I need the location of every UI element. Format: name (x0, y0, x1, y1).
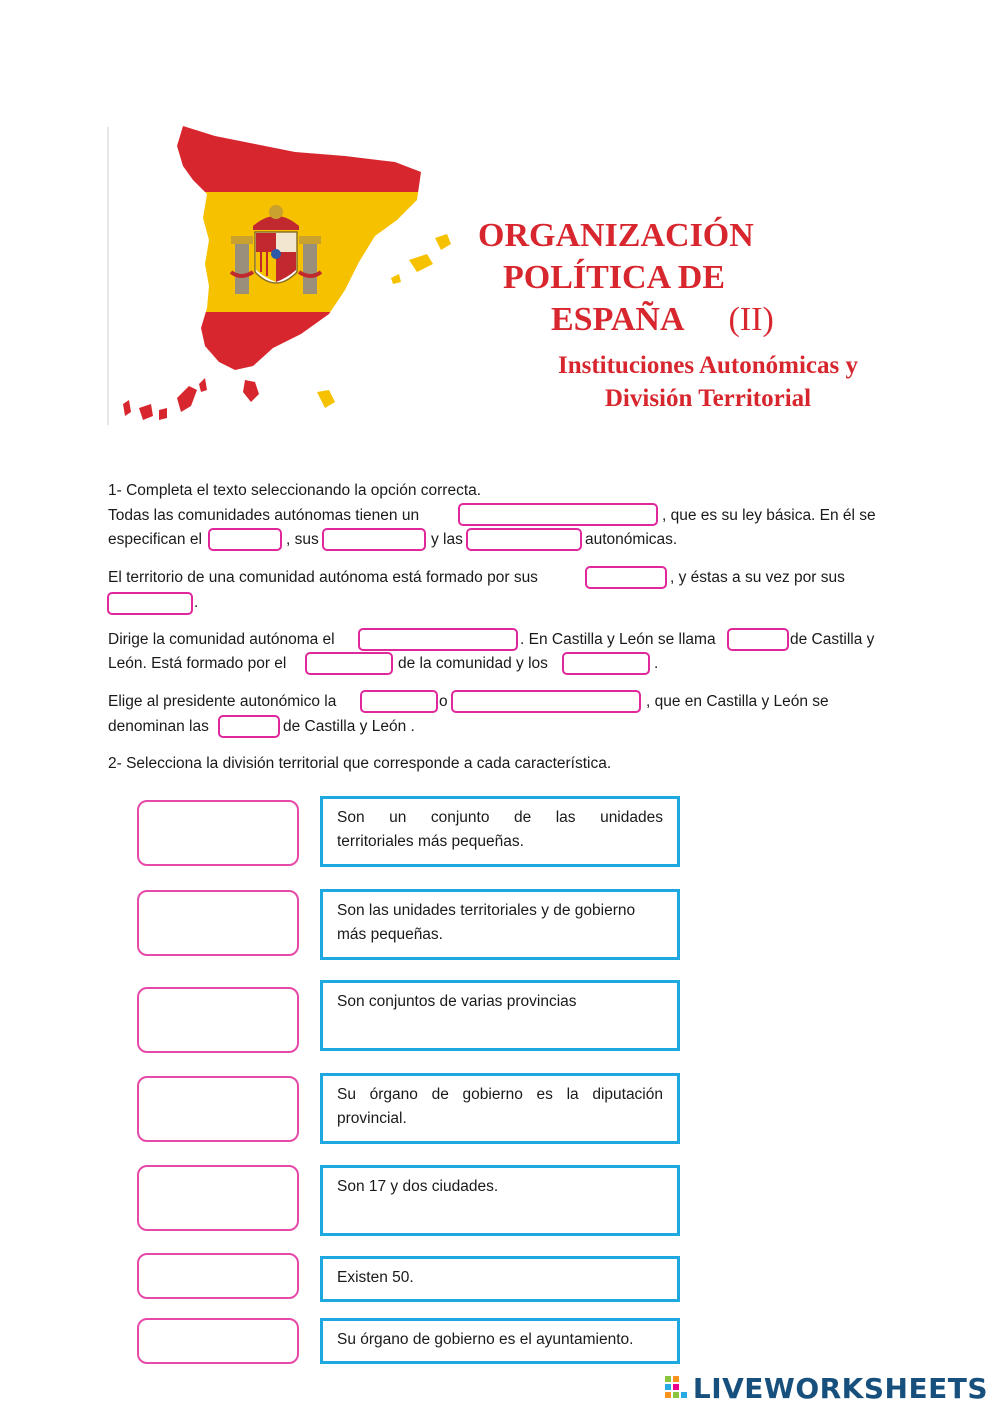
blank-institutions[interactable] (466, 528, 582, 551)
liveworksheets-logo-icon (665, 1376, 687, 1404)
p1-text-f: autonómicas. (585, 531, 678, 548)
characteristic-box-5 (320, 1165, 680, 1236)
blank-provinces[interactable] (585, 566, 667, 589)
p4-text-c: , que en Castilla y León se (646, 693, 829, 710)
blank-assembly[interactable] (360, 690, 438, 713)
p1-text-c: especifican el (108, 531, 202, 548)
p4-text-d: denominan las (108, 718, 209, 735)
liveworksheets-logo (693, 1372, 988, 1405)
blank-president[interactable] (305, 652, 393, 675)
answer-select-5[interactable] (137, 1165, 299, 1231)
answer-select-3[interactable] (137, 987, 299, 1053)
characteristic-6-line-1: Existen 50. (337, 1269, 414, 1286)
logo-text: LIVEWORKSHEETS (692, 1372, 988, 1405)
characteristic-box-3 (320, 980, 680, 1051)
characteristic-box-2 (320, 889, 680, 960)
subtitle-line-2: División Territorial (604, 385, 812, 412)
p1-text-b: , que es su ley básica. En él se (662, 507, 876, 524)
p1-text-e: y las (431, 531, 463, 548)
p4-text-e: de Castilla y León . (283, 718, 415, 735)
characteristic-2-line-1: Son las unidades territoriales y de gobierno (337, 902, 636, 919)
blank-statute[interactable] (458, 503, 658, 526)
characteristic-1-line-1: Son un conjunto de las unidades (337, 809, 663, 826)
characteristic-box-6 (320, 1256, 680, 1302)
characteristic-4-line-1: Su órgano de gobierno es la diputación (337, 1086, 663, 1103)
blank-symbols[interactable] (322, 528, 426, 551)
title-roman: (II) (728, 301, 774, 338)
characteristic-2-line-2: más pequeñas. (337, 926, 443, 943)
blank-parliament[interactable] (451, 690, 641, 713)
p1-text-d: , sus (286, 531, 319, 548)
characteristic-7-line-1: Su órgano de gobierno es el ayuntamiento. (337, 1331, 634, 1348)
answer-select-4[interactable] (137, 1076, 299, 1142)
title-line-1: ORGANIZACIÓN (478, 217, 754, 254)
p4-text-b: o (439, 693, 448, 710)
p1-text-a: Todas las comunidades autónomas tienen un (108, 507, 420, 524)
subtitle-line-1: Instituciones Autonómicas y (557, 352, 859, 379)
characteristic-4-line-2: provincial. (337, 1110, 407, 1127)
answer-select-2[interactable] (137, 890, 299, 956)
p3-text-a: Dirige la comunidad autónoma el (108, 631, 335, 648)
blank-councillors[interactable] (562, 652, 650, 675)
exercise1-instruction: 1- Completa el texto seleccionando la opción correcta. (108, 482, 482, 499)
p3-text-e: de la comunidad y los (398, 655, 548, 672)
blank-cortes[interactable] (218, 715, 280, 738)
p3-text-f: . (654, 655, 659, 672)
blank-name[interactable] (208, 528, 282, 551)
p3-text-c: de Castilla y (790, 631, 875, 648)
blank-junta[interactable] (727, 628, 789, 651)
characteristic-box-7 (320, 1318, 680, 1364)
p4-text-a: Elige al presidente autonómico la (108, 693, 337, 710)
title-line-3 (551, 300, 774, 340)
answer-select-6[interactable] (137, 1253, 299, 1299)
title-word: ESPAÑA (551, 301, 685, 338)
exercise2-instruction: 2- Selecciona la división territorial que corresponde a cada característica. (108, 755, 612, 772)
blank-municipalities[interactable] (107, 592, 193, 615)
p2-text-c: . (194, 594, 199, 611)
characteristic-box-4 (320, 1073, 680, 1144)
spain-flag-map (105, 122, 455, 427)
p2-text-a: El territorio de una comunidad autónoma está formado por sus (108, 569, 538, 586)
answer-select-7[interactable] (137, 1318, 299, 1364)
p3-text-d: León. Está formado por el (108, 655, 287, 672)
characteristic-3-line-1: Son conjuntos de varias provincias (337, 993, 577, 1010)
blank-government[interactable] (358, 628, 518, 651)
answer-select-1[interactable] (137, 800, 299, 866)
p3-text-b: . En Castilla y León se llama (520, 631, 716, 648)
p2-text-b: , y éstas a su vez por sus (670, 569, 845, 586)
characteristic-1-line-2: territoriales más pequeñas. (337, 833, 524, 850)
title-line-2: POLÍTICA DE (503, 259, 725, 296)
characteristic-5-line-1: Son 17 y dos ciudades. (337, 1178, 499, 1195)
spain-map-icon (105, 122, 455, 427)
characteristic-box-1 (320, 796, 680, 867)
